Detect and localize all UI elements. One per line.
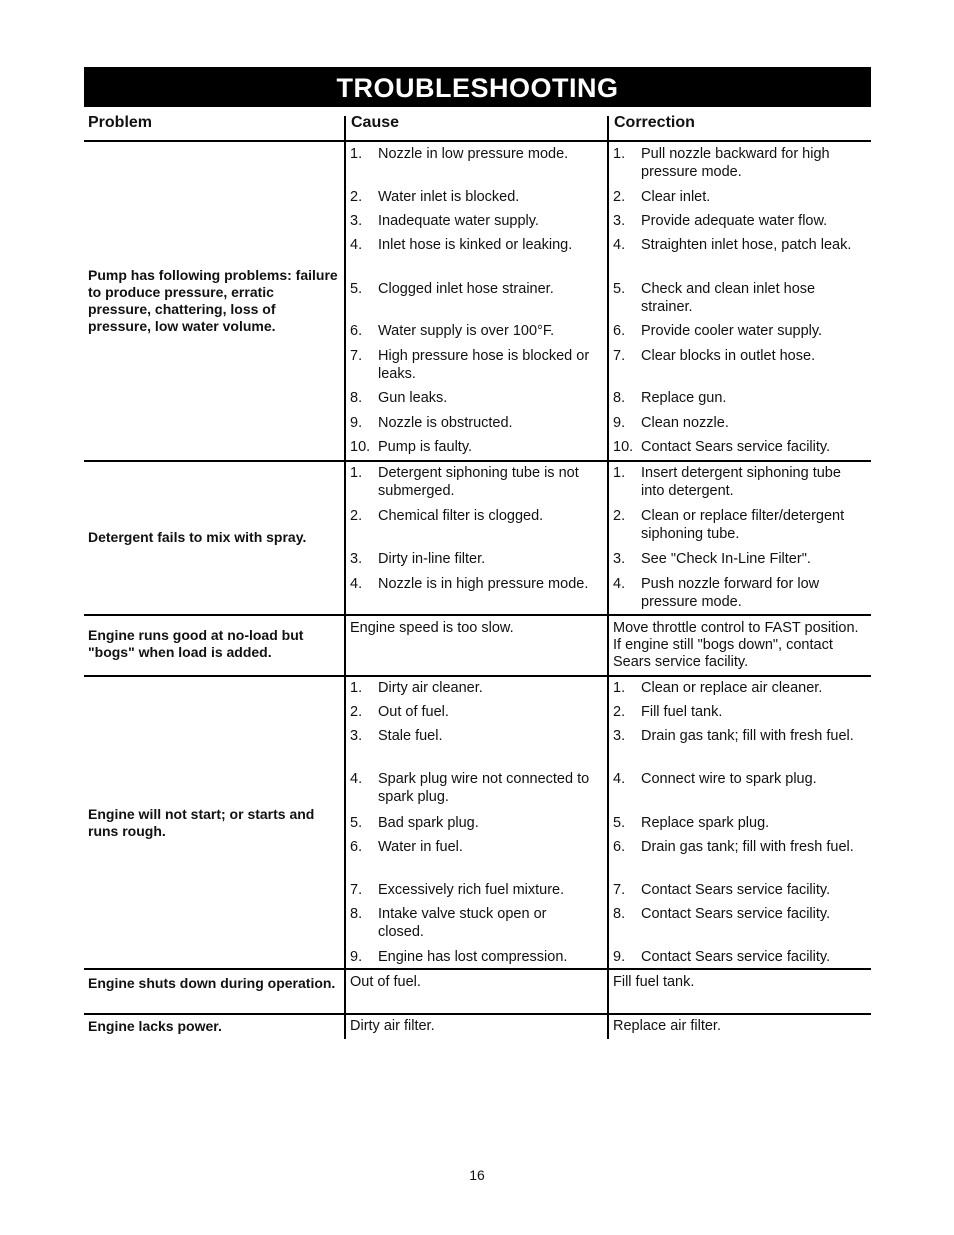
pump-cause-item <box>350 212 596 230</box>
item-number: 4. <box>613 237 626 253</box>
pump-correction-item <box>613 212 867 230</box>
item-text: Clean nozzle. <box>641 415 729 431</box>
item-number: 7. <box>613 348 626 364</box>
item-number: 3. <box>350 213 363 229</box>
pump-correction-item <box>613 438 867 456</box>
item-text: Nozzle is obstructed. <box>378 415 513 431</box>
table-rule-2 <box>84 614 871 616</box>
table-divider-2 <box>607 116 609 1039</box>
item-number: 4. <box>350 237 363 253</box>
correction-engine-bogs: Move throttle control to FAST position. If engine still "bogs down", contact Sears service facility. <box>613 620 859 670</box>
item-text: Fill fuel tank. <box>641 704 723 720</box>
item-number: 5. <box>350 281 363 297</box>
pump-correction-item <box>613 145 867 181</box>
detergent-cause-item <box>350 507 596 525</box>
nostart-cause-item <box>350 770 596 806</box>
nostart-cause-item <box>350 838 596 856</box>
table-rule-5 <box>84 1013 871 1015</box>
item-text: Inlet hose is kinked or leaking. <box>378 237 573 253</box>
item-number: 7. <box>350 882 363 898</box>
detergent-cause-item <box>350 550 596 568</box>
pump-correction-item <box>613 236 867 254</box>
item-text: Provide cooler water supply. <box>641 323 823 339</box>
item-text: Clean or replace filter/detergent siphoning tube. <box>641 508 845 542</box>
item-number: 9. <box>613 415 626 431</box>
pump-cause-item <box>350 145 596 163</box>
item-text: Straighten inlet hose, patch leak. <box>641 237 852 253</box>
detergent-correction-item <box>613 575 867 611</box>
item-number: 2. <box>350 189 363 205</box>
item-number: 3. <box>350 728 363 744</box>
item-text: Contact Sears service facility. <box>641 882 831 898</box>
item-number: 6. <box>350 839 363 855</box>
item-number: 8. <box>350 390 363 406</box>
pump-correction-item <box>613 188 867 206</box>
item-text: Clogged inlet hose strainer. <box>378 281 554 297</box>
item-text: Contact Sears service facility. <box>641 439 831 455</box>
nostart-cause-item <box>350 905 596 941</box>
item-text: Clean or replace air cleaner. <box>641 680 823 696</box>
table-rule-4 <box>84 968 871 970</box>
item-number: 1. <box>350 465 363 481</box>
item-number: 2. <box>350 508 363 524</box>
item-text: Clear inlet. <box>641 189 711 205</box>
item-text: Water inlet is blocked. <box>378 189 520 205</box>
item-text: Gun leaks. <box>378 390 448 406</box>
pump-correction-item <box>613 347 867 365</box>
item-number: 3. <box>613 728 626 744</box>
correction-engine-power: Replace air filter. <box>613 1018 721 1034</box>
pump-cause-item <box>350 414 596 432</box>
pump-correction-item <box>613 322 867 340</box>
item-text: Clear blocks in outlet hose. <box>641 348 816 364</box>
nostart-correction-item <box>613 703 867 721</box>
item-text: Contact Sears service facility. <box>641 906 831 922</box>
table-rule-header <box>84 140 871 142</box>
item-number: 1. <box>613 680 626 696</box>
item-number: 4. <box>613 771 626 787</box>
item-number: 4. <box>350 576 363 592</box>
table-rule-3 <box>84 675 871 677</box>
item-text: Stale fuel. <box>378 728 443 744</box>
item-number: 8. <box>613 906 626 922</box>
item-text: Pull nozzle backward for high pressure mode. <box>641 146 830 180</box>
item-text: Push nozzle forward for low pressure mode. <box>641 576 820 610</box>
item-text: Dirty in-line filter. <box>378 551 486 567</box>
nostart-cause-item <box>350 948 596 966</box>
item-number: 1. <box>613 146 626 162</box>
item-number: 9. <box>350 415 363 431</box>
item-text: Engine has lost compression. <box>378 949 568 965</box>
cause-engine-shutdown: Out of fuel. <box>350 974 421 990</box>
item-text: Connect wire to spark plug. <box>641 771 817 787</box>
correction-engine-shutdown: Fill fuel tank. <box>613 974 695 990</box>
pump-correction-item <box>613 280 867 316</box>
item-text: Contact Sears service facility. <box>641 949 831 965</box>
table-divider-1 <box>344 116 346 1039</box>
item-number: 2. <box>613 508 626 524</box>
pump-cause-item <box>350 322 596 340</box>
item-text: Inadequate water supply. <box>378 213 539 229</box>
nostart-cause-item <box>350 814 596 832</box>
item-number: 4. <box>350 771 363 787</box>
detergent-cause-item <box>350 464 596 500</box>
pump-cause-item <box>350 438 596 456</box>
pump-cause-item <box>350 347 596 383</box>
page-number: 16 <box>469 1167 485 1183</box>
problem-pump: Pump has following problems: failure to produce pressure, erratic pressure, chattering, loss of pressure, low water volume. <box>88 267 338 334</box>
item-text: Nozzle is in high pressure mode. <box>378 576 589 592</box>
nostart-correction-item <box>613 905 867 923</box>
header-cause: Cause <box>351 114 400 131</box>
item-number: 7. <box>613 882 626 898</box>
item-number: 3. <box>613 551 626 567</box>
nostart-correction-item <box>613 814 867 832</box>
item-text: Excessively rich fuel mixture. <box>378 882 565 898</box>
item-text: High pressure hose is blocked or leaks. <box>378 348 590 382</box>
nostart-cause-item <box>350 727 596 745</box>
pump-cause-item <box>350 236 596 254</box>
item-number: 7. <box>350 348 363 364</box>
header-problem: Problem <box>88 114 153 131</box>
table-rule-1 <box>84 460 871 462</box>
item-number: 10. <box>613 439 634 455</box>
detergent-cause-item <box>350 575 596 593</box>
nostart-correction-item <box>613 770 867 788</box>
item-text: Intake valve stuck open or closed. <box>378 906 547 940</box>
item-number: 9. <box>613 949 626 965</box>
header-correction: Correction <box>614 114 695 131</box>
item-number: 10. <box>350 439 371 455</box>
item-text: Insert detergent siphoning tube into detergent. <box>641 465 841 499</box>
item-number: 4. <box>613 576 626 592</box>
item-number: 5. <box>350 815 363 831</box>
item-number: 5. <box>613 281 626 297</box>
cause-engine-bogs: Engine speed is too slow. <box>350 620 514 636</box>
item-text: Dirty air cleaner. <box>378 680 483 696</box>
nostart-correction-item <box>613 838 867 856</box>
item-text: Water supply is over 100°F. <box>378 323 555 339</box>
item-number: 8. <box>350 906 363 922</box>
item-text: Spark plug wire not connected to spark plug. <box>378 771 590 805</box>
nostart-cause-item <box>350 703 596 721</box>
item-number: 1. <box>350 680 363 696</box>
nostart-correction-item <box>613 727 867 745</box>
item-text: Provide adequate water flow. <box>641 213 828 229</box>
item-number: 8. <box>613 390 626 406</box>
problem-engine-power: Engine lacks power. <box>88 1018 222 1034</box>
nostart-cause-item <box>350 881 596 899</box>
pump-cause-item <box>350 188 596 206</box>
pump-correction-item <box>613 389 867 407</box>
detergent-correction-item <box>613 550 867 568</box>
item-text: Bad spark plug. <box>378 815 479 831</box>
item-text: Drain gas tank; fill with fresh fuel. <box>641 839 854 855</box>
item-text: Check and clean inlet hose strainer. <box>641 281 816 315</box>
nostart-correction-item <box>613 948 867 966</box>
nostart-correction-item <box>613 679 867 697</box>
item-number: 5. <box>613 815 626 831</box>
item-number: 2. <box>613 189 626 205</box>
item-number: 9. <box>350 949 363 965</box>
item-text: Detergent siphoning tube is not submerged. <box>378 465 579 499</box>
pump-correction-item <box>613 414 867 432</box>
item-number: 3. <box>350 551 363 567</box>
problem-detergent: Detergent fails to mix with spray. <box>88 529 307 545</box>
item-number: 6. <box>613 839 626 855</box>
item-text: Replace spark plug. <box>641 815 770 831</box>
problem-engine-no-start: Engine will not start; or starts and runs rough. <box>88 806 315 839</box>
item-text: Chemical filter is clogged. <box>378 508 544 524</box>
item-text: Water in fuel. <box>378 839 463 855</box>
pump-cause-item <box>350 389 596 407</box>
item-number: 6. <box>613 323 626 339</box>
item-number: 2. <box>613 704 626 720</box>
item-number: 1. <box>613 465 626 481</box>
item-text: Drain gas tank; fill with fresh fuel. <box>641 728 854 744</box>
detergent-correction-item <box>613 464 867 500</box>
page-title: TROUBLESHOOTING <box>84 67 871 107</box>
detergent-correction-item <box>613 507 867 543</box>
item-text: See "Check In-Line Filter". <box>641 551 811 567</box>
nostart-correction-item <box>613 881 867 899</box>
item-number: 3. <box>613 213 626 229</box>
item-text: Replace gun. <box>641 390 727 406</box>
item-text: Out of fuel. <box>378 704 449 720</box>
problem-engine-bogs: Engine runs good at no-load but "bogs" when load is added. <box>88 627 304 660</box>
pump-cause-item <box>350 280 596 298</box>
item-text: Pump is faulty. <box>378 439 473 455</box>
item-number: 6. <box>350 323 363 339</box>
item-number: 2. <box>350 704 363 720</box>
cause-engine-power: Dirty air filter. <box>350 1018 435 1034</box>
item-number: 1. <box>350 146 363 162</box>
nostart-cause-item <box>350 679 596 697</box>
item-text: Nozzle in low pressure mode. <box>378 146 569 162</box>
problem-engine-shutdown: Engine shuts down during operation. <box>88 975 336 991</box>
